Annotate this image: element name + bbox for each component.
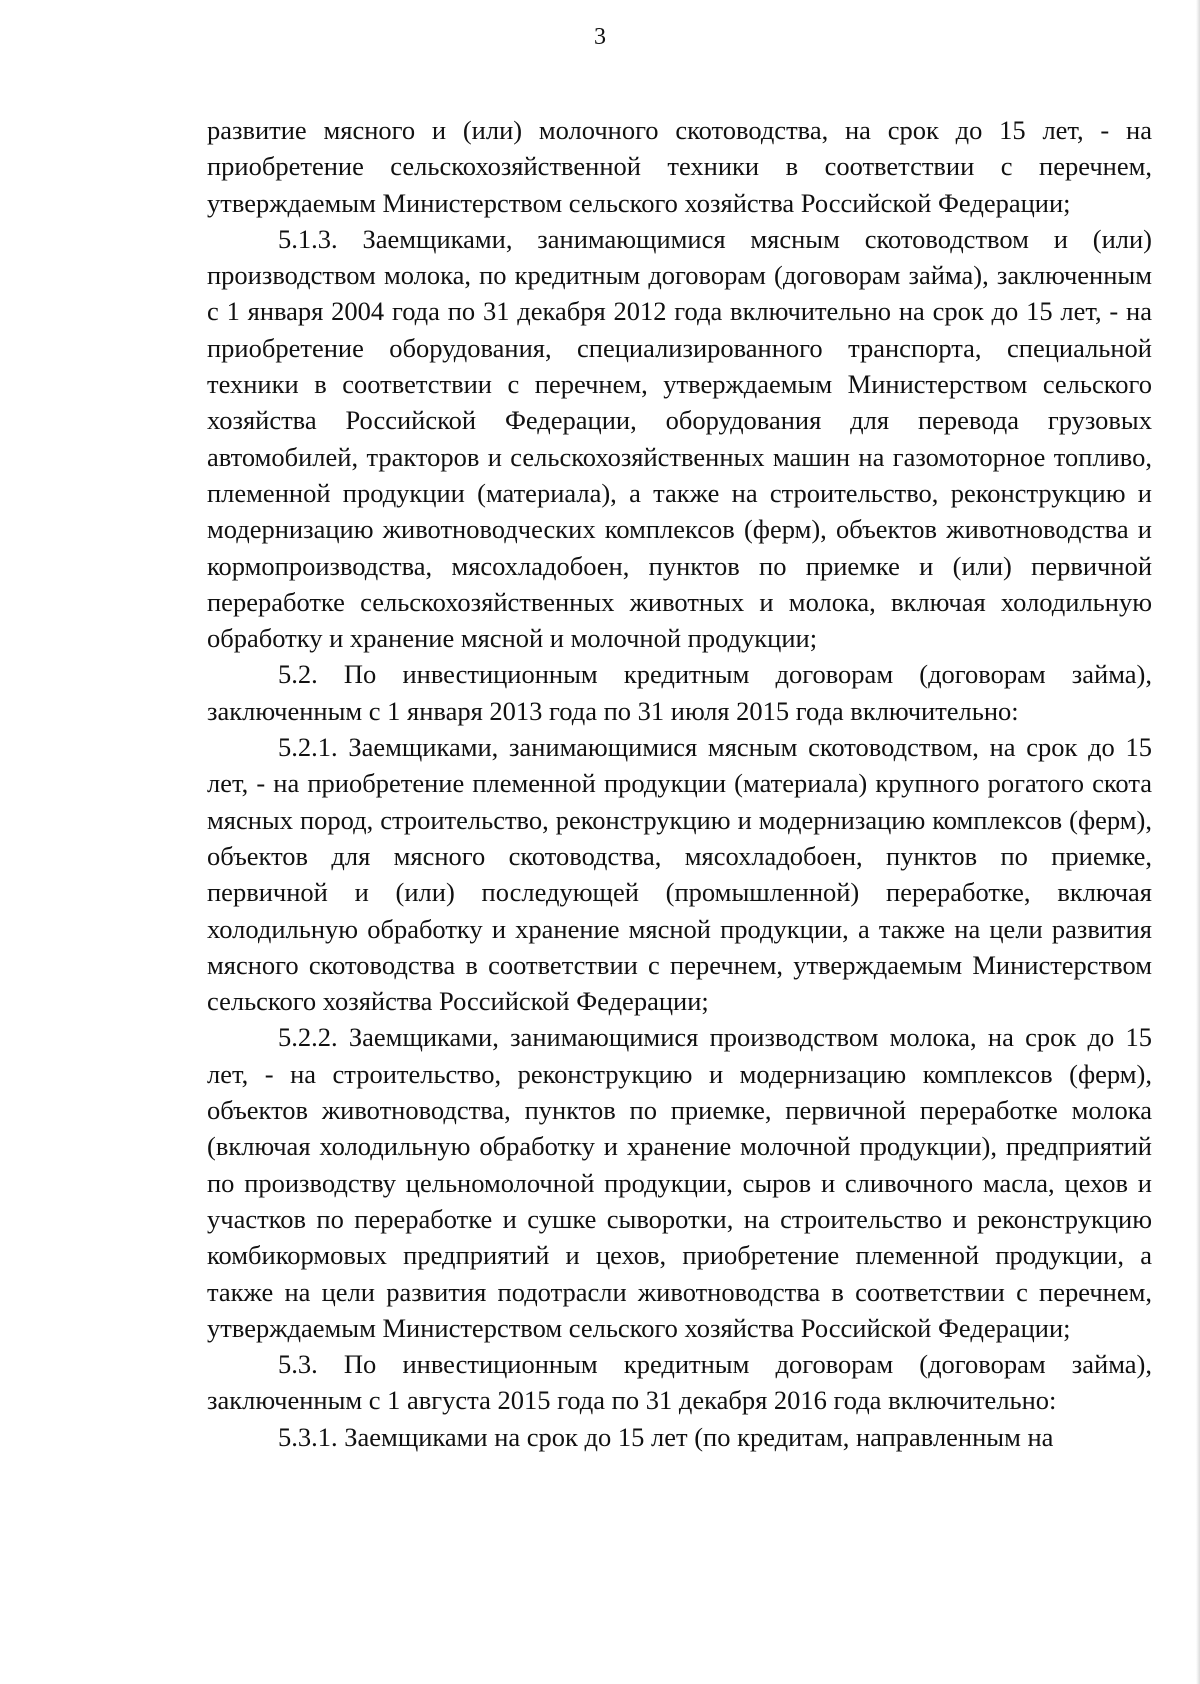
scan-edge-shadow xyxy=(1196,0,1200,1684)
paragraph-continuation: развитие мясного и (или) молочного скотоводства, на срок до 15 лет, - на приобретение сельскохозяйственной техники в соответствии с перечнем, утверждаемым Министерством сельского хозяйства Российской Федерации; xyxy=(207,115,1152,218)
paragraph-5-2: 5.2. По инвестиционным кредитным договорам (договорам займа), заключенным с 1 января 2013 года по 31 июля 2015 года включительно: xyxy=(207,659,1152,726)
paragraph-5-3: 5.3. По инвестиционным кредитным договорам (договорам займа), заключенным с 1 августа 2015 года по 31 декабря 2016 года включительно: xyxy=(207,1349,1152,1416)
paragraph-5-2-1: 5.2.1. Заемщиками, занимающимися мясным скотоводством, на срок до 15 лет, - на приобретение племенной продукции (материала) крупного рогатого скота мясных пород, строительство, реконструкцию и модернизацию комплексов (ферм), объектов для мясного скотоводства, мясохладобоен, пунктов по приемке, первичной и (или) последующей (промышленной) переработке, включая холодильную обработку и хранение мясной продукции, а также на цели развития мясного скотоводства в соответствии с перечнем, утверждаемым Министерством сельского хозяйства Российской Федерации; xyxy=(207,732,1152,1017)
paragraph-5-2-2: 5.2.2. Заемщиками, занимающимися производством молока, на срок до 15 лет, - на строительство, реконструкцию и модернизацию комплексов (ферм), объектов животноводства, пунктов по приемке, первичной переработке молока (включая холодильную обработку и хранение молочной продукции), предприятий по производству цельномолочной продукции, сыров и сливочного масла, цехов и участков по переработке и сушке сыворотки, на строительство и реконструкцию комбикормовых предприятий и цехов, приобретение племенной продукции, а также на цели развития подотрасли животноводства в соответствии с перечнем, утверждаемым Министерством сельского хозяйства Российской Федерации; xyxy=(207,1022,1152,1343)
document-body xyxy=(207,112,1152,1455)
page-number: 3 xyxy=(594,24,606,50)
paragraph-5-3-1: 5.3.1. Заемщиками на срок до 15 лет (по кредитам, направленным на xyxy=(278,1421,1054,1452)
paragraph-5-1-3: 5.1.3. Заемщиками, занимающимися мясным скотоводством и (или) производством молока, по кредитным договорам (договорам займа), заключенным с 1 января 2004 года по 31 декабря 2012 года включительно на срок до 15 лет, - на приобретение оборудования, специализированного транспорта, специальной техники в соответствии с перечнем, утверждаемым Министерством сельского хозяйства Российской Федерации, оборудования для перевода грузовых автомобилей, тракторов и сельскохозяйственных машин на газомоторное топливо, племенной продукции (материала), а также на строительство, реконструкцию и модернизацию животноводческих комплексов (ферм), объектов животноводства и кормопроизводства, мясохладобоен, пунктов по приемке и (или) первичной переработке сельскохозяйственных животных и молока, включая холодильную обработку и хранение мясной и молочной продукции; xyxy=(207,223,1152,654)
